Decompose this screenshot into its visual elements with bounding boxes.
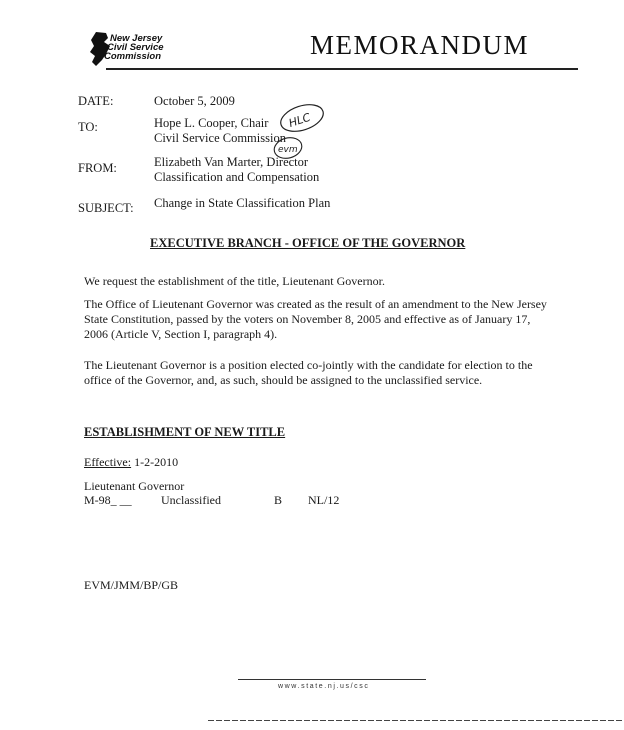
page-bottom-rule [208,720,622,721]
date-value: October 5, 2009 [154,94,235,108]
date-label: DATE: [78,94,114,108]
to-line: Civil Service Commission [154,131,286,145]
to-value [154,116,286,146]
initials-from: evm [278,145,298,155]
body-paragraph: The Office of Lieutenant Governor was created as the result of an amendment to the New Jersey State Constitution, passed by the voters on November 8, 2005 and effective as of January 17, 2006 (Article V, Section I, paragraph 4). [84,297,547,341]
header-divider [106,68,578,70]
section-heading: EXECUTIVE BRANCH - OFFICE OF THE GOVERNOR [150,236,466,250]
effective-value: 1-2-2010 [134,455,179,469]
to-label: TO: [78,120,98,134]
footer-url: www.state.nj.us/csc [278,683,370,690]
effective-line [84,455,178,470]
author-initials: EVM/JMM/BP/GB [84,578,179,592]
subject-label: SUBJECT: [78,201,134,215]
body-paragraph: The Lieutenant Governor is a position elected co-jointly with the candidate for election to the office of the Governor, and, as such, should be assigned to the unclassified service. [84,358,533,387]
memo-title: MEMORANDUM [310,30,530,60]
establishment-heading: ESTABLISHMENT OF NEW TITLE [84,425,286,439]
nj-csc-logo [86,30,196,70]
effective-label: Effective: [84,455,132,469]
org-name: New Jersey Civil Service Commission [104,33,164,62]
from-label: FROM: [78,161,117,175]
title-name: Lieutenant Governor [84,479,185,493]
title-code: M-98_ __ [84,493,132,507]
class-code: B [274,493,283,507]
initials-to: HLC [287,110,313,130]
body-paragraph: We request the establishment of the title, Lieutenant Governor. [84,274,385,288]
class-type: Unclassified [161,493,221,507]
footer-divider [238,679,426,680]
to-line: Hope L. Cooper, Chair [154,116,269,130]
from-line: Elizabeth Van Marter, Director [154,155,309,169]
from-line: Classification and Compensation [154,170,320,184]
salary-range: NL/12 [308,493,340,507]
initials-stamp-from [270,134,310,169]
subject-value: Change in State Classification Plan [154,196,331,210]
